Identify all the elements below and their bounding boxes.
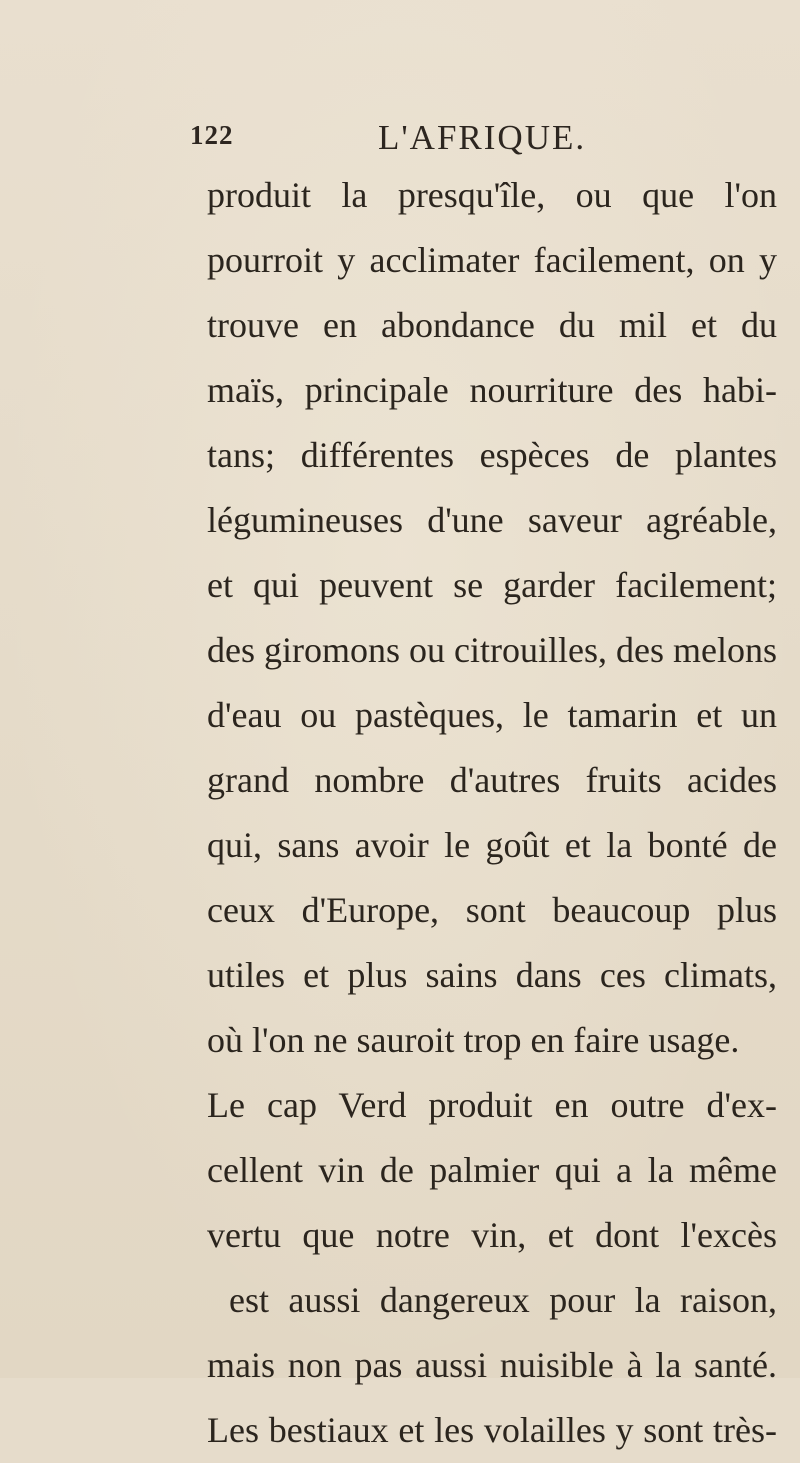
text-line: ceux d'Europe, sont beaucoup plus (207, 890, 777, 930)
text-line: qui, sans avoir le goût et la bonté de (207, 825, 777, 865)
text-line: où l'on ne sauroit trop en faire usage. (207, 1020, 740, 1060)
text-line: grand nombre d'autres fruits acides (207, 760, 777, 800)
text-line: Le cap Verd produit en outre d'ex- (207, 1085, 777, 1125)
text-line: d'eau ou pastèques, le tamarin et un (207, 695, 777, 735)
page-number: 122 (190, 120, 234, 150)
text-line: est aussi dangereux pour la raison, (229, 1280, 777, 1320)
text-line: Les bestiaux et les volailles y sont très- (207, 1410, 777, 1450)
body-text (207, 163, 777, 1463)
text-line: pourroit y acclimater facilement, on y (207, 240, 777, 280)
text-line: tans; différentes espèces de plantes (207, 435, 777, 475)
text-line: utiles et plus sains dans ces climats, (207, 955, 777, 995)
text-line: maïs, principale nourriture des habi- (207, 370, 777, 410)
text-line: vertu que notre vin, et dont l'excès (207, 1215, 777, 1255)
page-header (0, 118, 800, 158)
text-line: mais non pas aussi nuisible à la santé. (207, 1345, 777, 1385)
text-line: produit la presqu'île, ou que l'on (207, 175, 777, 215)
running-title: L'AFRIQUE. (378, 118, 587, 157)
text-line: cellent vin de palmier qui a la même (207, 1150, 777, 1190)
text-line: légumineuses d'une saveur agréable, (207, 500, 777, 540)
text-line: trouve en abondance du mil et du (207, 305, 777, 345)
text-line: et qui peuvent se garder facilement; (207, 565, 777, 605)
text-line: des giromons ou citrouilles, des melons (207, 630, 777, 670)
